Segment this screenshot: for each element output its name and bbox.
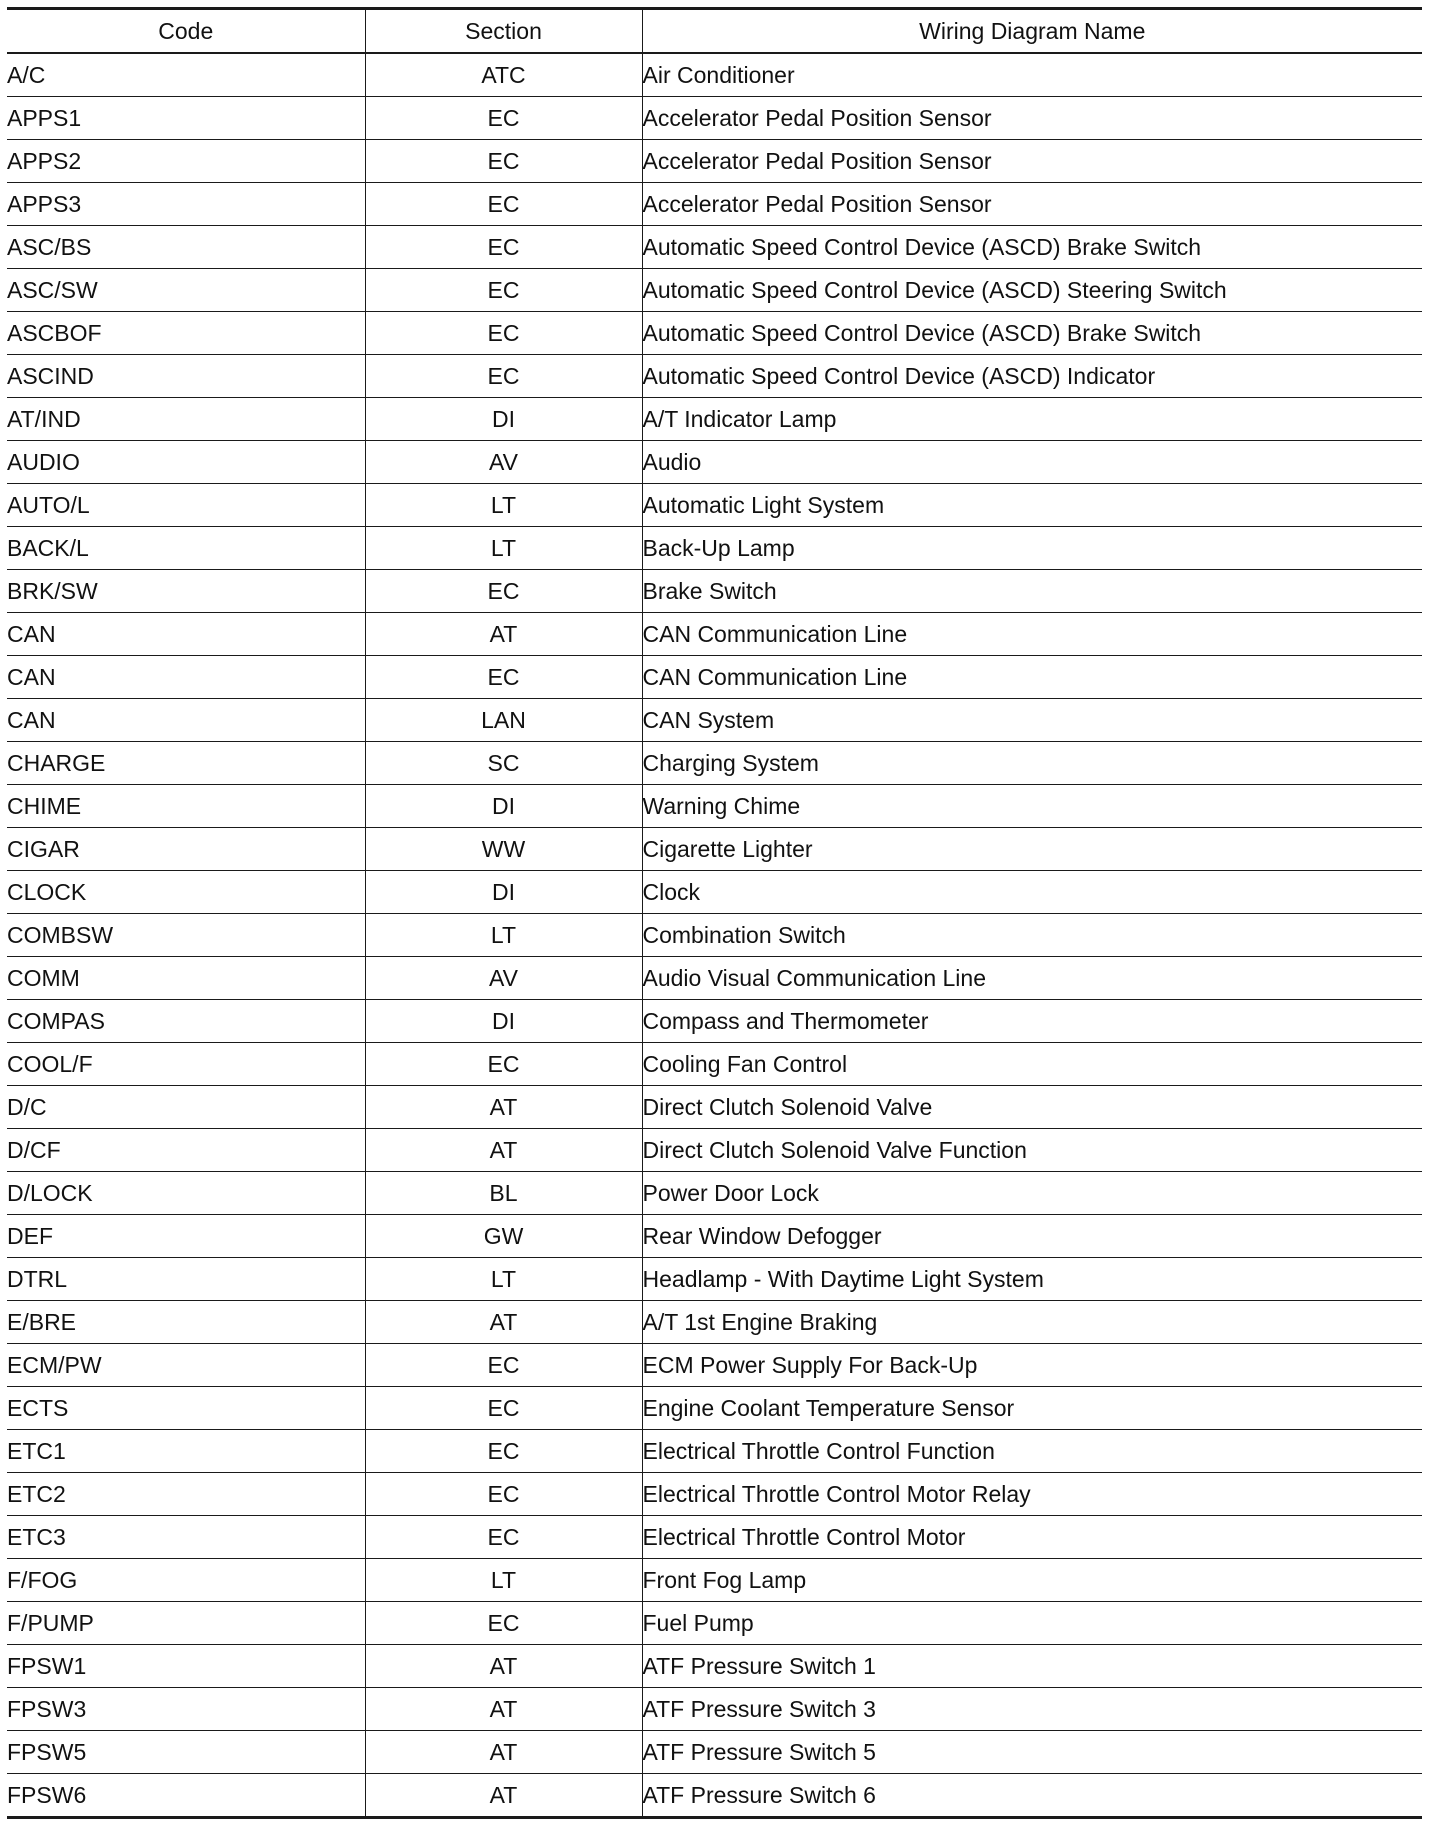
cell-section: EC [365,1602,642,1645]
cell-section: EC [365,226,642,269]
cell-wiring-diagram-name: CAN System [642,699,1422,742]
cell-wiring-diagram-name: Automatic Speed Control Device (ASCD) Brake Switch [642,312,1422,355]
cell-wiring-diagram-name: Fuel Pump [642,1602,1422,1645]
cell-code: CAN [7,699,365,742]
cell-section: EC [365,656,642,699]
table-row [7,97,1422,140]
table-row [7,1774,1422,1818]
cell-section: EC [365,97,642,140]
cell-wiring-diagram-name: Direct Clutch Solenoid Valve Function [642,1129,1422,1172]
cell-section: DI [365,871,642,914]
cell-wiring-diagram-name: Electrical Throttle Control Motor [642,1516,1422,1559]
cell-wiring-diagram-name: Audio Visual Communication Line [642,957,1422,1000]
cell-section: AT [365,1129,642,1172]
cell-section: EC [365,1344,642,1387]
cell-wiring-diagram-name: Automatic Speed Control Device (ASCD) Brake Switch [642,226,1422,269]
header-section: Section [365,9,642,54]
cell-wiring-diagram-name: Automatic Speed Control Device (ASCD) Indicator [642,355,1422,398]
header-row [7,9,1422,54]
table-row [7,1645,1422,1688]
cell-code: AT/IND [7,398,365,441]
cell-code: DTRL [7,1258,365,1301]
cell-code: COOL/F [7,1043,365,1086]
cell-section: DI [365,1000,642,1043]
cell-wiring-diagram-name: Engine Coolant Temperature Sensor [642,1387,1422,1430]
header-code: Code [7,9,365,54]
cell-section: EC [365,269,642,312]
cell-code: D/CF [7,1129,365,1172]
table-row [7,441,1422,484]
cell-section: AT [365,1774,642,1818]
table-row [7,1688,1422,1731]
table-row [7,1129,1422,1172]
cell-wiring-diagram-name: Accelerator Pedal Position Sensor [642,183,1422,226]
cell-section: LT [365,484,642,527]
cell-wiring-diagram-name: Front Fog Lamp [642,1559,1422,1602]
cell-wiring-diagram-name: Electrical Throttle Control Function [642,1430,1422,1473]
cell-wiring-diagram-name: Cooling Fan Control [642,1043,1422,1086]
cell-code: ASC/BS [7,226,365,269]
cell-section: LT [365,914,642,957]
cell-section: LT [365,1559,642,1602]
table-row [7,1172,1422,1215]
cell-code: CLOCK [7,871,365,914]
cell-wiring-diagram-name: Accelerator Pedal Position Sensor [642,97,1422,140]
cell-section: ATC [365,53,642,97]
cell-wiring-diagram-name: Air Conditioner [642,53,1422,97]
cell-wiring-diagram-name: Warning Chime [642,785,1422,828]
cell-wiring-diagram-name: Automatic Speed Control Device (ASCD) Steering Switch [642,269,1422,312]
table-row [7,1215,1422,1258]
cell-section: EC [365,140,642,183]
cell-code: APPS3 [7,183,365,226]
cell-code: FPSW3 [7,1688,365,1731]
cell-wiring-diagram-name: Charging System [642,742,1422,785]
table-row [7,742,1422,785]
table-row [7,312,1422,355]
wiring-diagram-table-container [7,7,1422,1819]
table-row [7,1559,1422,1602]
cell-code: D/C [7,1086,365,1129]
cell-code: D/LOCK [7,1172,365,1215]
cell-code: CHARGE [7,742,365,785]
cell-wiring-diagram-name: Clock [642,871,1422,914]
cell-code: A/C [7,53,365,97]
table-row [7,355,1422,398]
cell-section: WW [365,828,642,871]
table-row [7,828,1422,871]
table-row [7,871,1422,914]
cell-wiring-diagram-name: ECM Power Supply For Back-Up [642,1344,1422,1387]
cell-wiring-diagram-name: A/T 1st Engine Braking [642,1301,1422,1344]
cell-code: FPSW5 [7,1731,365,1774]
table-row [7,1258,1422,1301]
cell-section: LT [365,1258,642,1301]
cell-code: AUDIO [7,441,365,484]
table-row [7,1086,1422,1129]
table-row [7,1473,1422,1516]
cell-code: ETC1 [7,1430,365,1473]
table-row [7,914,1422,957]
cell-wiring-diagram-name: Accelerator Pedal Position Sensor [642,140,1422,183]
table-header [7,9,1422,54]
cell-section: GW [365,1215,642,1258]
cell-code: APPS2 [7,140,365,183]
table-row [7,1430,1422,1473]
table-row [7,1387,1422,1430]
cell-code: F/PUMP [7,1602,365,1645]
table-row [7,1043,1422,1086]
cell-code: BACK/L [7,527,365,570]
wiring-diagram-table [7,7,1422,1819]
cell-section: EC [365,1430,642,1473]
cell-section: BL [365,1172,642,1215]
cell-section: DI [365,398,642,441]
cell-wiring-diagram-name: ATF Pressure Switch 5 [642,1731,1422,1774]
cell-wiring-diagram-name: Audio [642,441,1422,484]
cell-wiring-diagram-name: ATF Pressure Switch 6 [642,1774,1422,1818]
cell-wiring-diagram-name: Power Door Lock [642,1172,1422,1215]
table-row [7,957,1422,1000]
cell-code: BRK/SW [7,570,365,613]
cell-section: LAN [365,699,642,742]
table-row [7,53,1422,97]
cell-code: COMM [7,957,365,1000]
cell-section: EC [365,1043,642,1086]
cell-code: COMPAS [7,1000,365,1043]
table-row [7,613,1422,656]
cell-code: ASCIND [7,355,365,398]
cell-wiring-diagram-name: A/T Indicator Lamp [642,398,1422,441]
cell-code: ASCBOF [7,312,365,355]
cell-code: FPSW1 [7,1645,365,1688]
cell-section: EC [365,1387,642,1430]
cell-wiring-diagram-name: Combination Switch [642,914,1422,957]
cell-section: EC [365,312,642,355]
cell-section: AT [365,1688,642,1731]
cell-section: LT [365,527,642,570]
cell-wiring-diagram-name: Rear Window Defogger [642,1215,1422,1258]
cell-section: AV [365,957,642,1000]
header-wiring-diagram-name: Wiring Diagram Name [642,9,1422,54]
table-row [7,656,1422,699]
table-row [7,1301,1422,1344]
cell-wiring-diagram-name: ATF Pressure Switch 1 [642,1645,1422,1688]
table-row [7,1516,1422,1559]
cell-section: SC [365,742,642,785]
cell-code: CAN [7,656,365,699]
table-body [7,53,1422,1818]
cell-section: AT [365,1301,642,1344]
cell-wiring-diagram-name: Headlamp - With Daytime Light System [642,1258,1422,1301]
cell-code: APPS1 [7,97,365,140]
cell-wiring-diagram-name: CAN Communication Line [642,613,1422,656]
table-row [7,1602,1422,1645]
cell-wiring-diagram-name: Electrical Throttle Control Motor Relay [642,1473,1422,1516]
cell-wiring-diagram-name: Back-Up Lamp [642,527,1422,570]
cell-section: EC [365,1516,642,1559]
table-row [7,570,1422,613]
cell-wiring-diagram-name: Automatic Light System [642,484,1422,527]
cell-section: AV [365,441,642,484]
cell-code: ETC3 [7,1516,365,1559]
cell-section: AT [365,613,642,656]
cell-wiring-diagram-name: CAN Communication Line [642,656,1422,699]
cell-code: ECTS [7,1387,365,1430]
cell-wiring-diagram-name: Compass and Thermometer [642,1000,1422,1043]
table-row [7,183,1422,226]
cell-wiring-diagram-name: ATF Pressure Switch 3 [642,1688,1422,1731]
cell-code: E/BRE [7,1301,365,1344]
cell-section: DI [365,785,642,828]
cell-code: ASC/SW [7,269,365,312]
cell-section: EC [365,183,642,226]
cell-code: AUTO/L [7,484,365,527]
cell-section: AT [365,1086,642,1129]
cell-code: DEF [7,1215,365,1258]
cell-code: CAN [7,613,365,656]
table-row [7,699,1422,742]
table-row [7,527,1422,570]
table-row [7,1344,1422,1387]
cell-code: ECM/PW [7,1344,365,1387]
cell-section: AT [365,1731,642,1774]
cell-code: COMBSW [7,914,365,957]
table-row [7,484,1422,527]
cell-code: F/FOG [7,1559,365,1602]
cell-wiring-diagram-name: Brake Switch [642,570,1422,613]
table-row [7,269,1422,312]
table-row [7,140,1422,183]
cell-code: FPSW6 [7,1774,365,1818]
table-row [7,226,1422,269]
cell-code: ETC2 [7,1473,365,1516]
table-row [7,398,1422,441]
cell-wiring-diagram-name: Direct Clutch Solenoid Valve [642,1086,1422,1129]
table-row [7,785,1422,828]
cell-section: AT [365,1645,642,1688]
cell-code: CHIME [7,785,365,828]
cell-code: CIGAR [7,828,365,871]
cell-wiring-diagram-name: Cigarette Lighter [642,828,1422,871]
cell-section: EC [365,355,642,398]
cell-section: EC [365,570,642,613]
table-row [7,1731,1422,1774]
table-row [7,1000,1422,1043]
cell-section: EC [365,1473,642,1516]
